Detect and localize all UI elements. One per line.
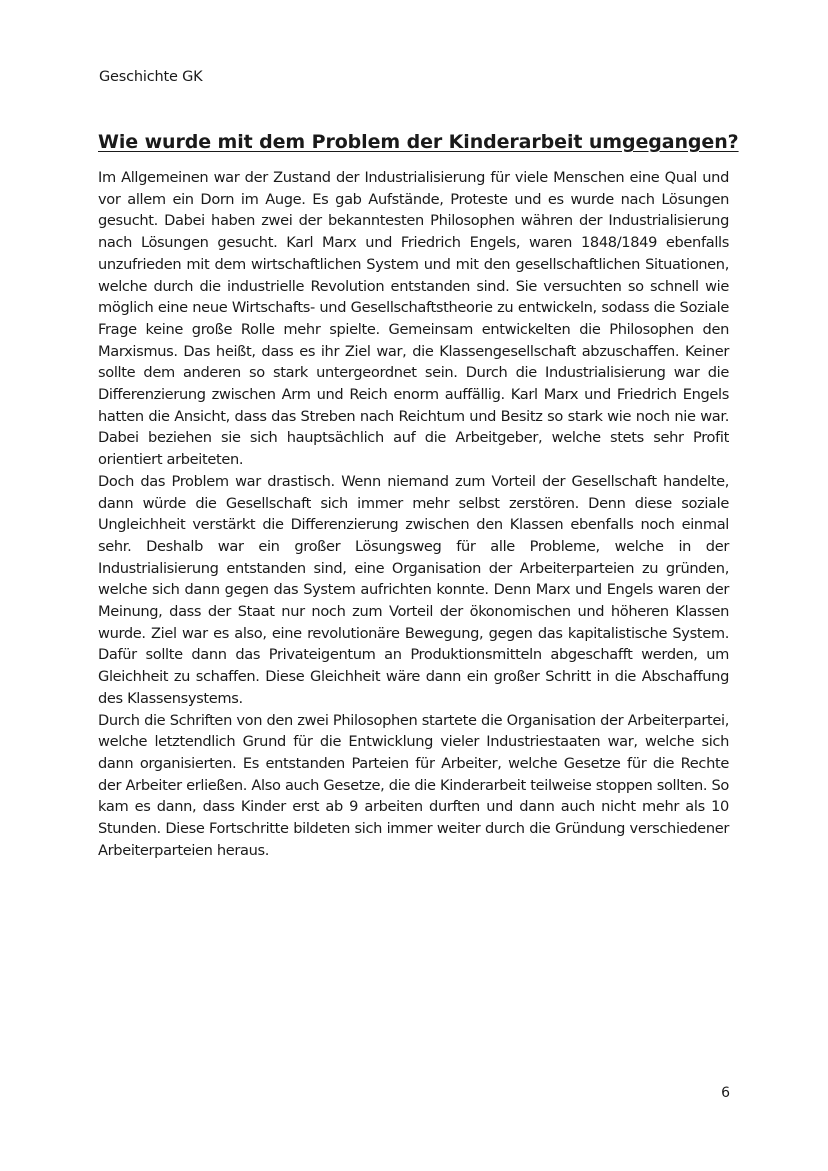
paragraph: Durch die Schriften von den zwei Philosophen startete die Organisation der Arbeiterpartei, welche letztendlich Grund für die Entwicklung vieler Industriestaaten war, welche sich dann organisierten. Es entstanden Parteien für Arbeiter, welche Gesetze für die Rechte der Arbeiter erließen. Also auch Gesetze, die die Kinderarbeit teilweise stoppen sollten. So kam es dann, dass Kinder erst ab 9 arbeiten durften und dann auch nicht mehr als 10 Stunden. Diese Fortschritte bildeten sich immer weiter durch die Gründung verschiedener Arbeiterparteien heraus. <box>98 711 729 859</box>
paragraph: Doch das Problem war drastisch. Wenn niemand zum Vorteil der Gesellschaft handelte, dann würde die Gesellschaft sich immer mehr selbst zerstören. Denn diese soziale Ungleichheit verstärkt die Differenzierung zwischen den Klassen ebenfalls noch einmal sehr. Deshalb war ein großer Lösungsweg für alle Probleme, welche in der Industrialisierung entstanden sind, eine Organisation der Arbeiterparteien zu gründen, welche sich dann gegen das System aufrichten konnte. Denn Marx und Engels waren der Meinung, dass der Staat nur noch zum Vorteil der ökonomischen und höheren Klassen wurde. Ziel war es also, eine revolutionäre Bewegung, gegen das kapitalistische System. Dafür sollte dann das Privateigentum an Produktionsmitteln abgeschafft werden, um Gleichheit zu schaffen. Diese Gleichheit wäre dann ein großer Schritt in die Abschaffung des Klassensystems. <box>98 472 729 707</box>
document-body <box>98 167 729 862</box>
page-title: Wie wurde mit dem Problem der Kinderarbeit umgegangen? <box>98 131 739 153</box>
paragraph: Im Allgemeinen war der Zustand der Industrialisierung für viele Menschen eine Qual und vor allem ein Dorn im Auge. Es gab Aufstände, Proteste und es wurde nach Lösungen gesucht. Dabei haben zwei der bekanntesten Philosophen währen der Industrialisierung nach Lösungen gesucht. Karl Marx und Friedrich Engels, waren 1848/1849 ebenfalls unzufrieden mit dem wirtschaftlichen System und mit den gesellschaftlichen Situationen, welche durch die industrielle Revolution entstanden sind. Sie versuchten so schnell wie möglich eine neue Wirtschafts- und Gesellschaftstheorie zu entwickeln, sodass die Soziale Frage keine große Rolle mehr spielte. Gemeinsam entwickelten die Philosophen den Marxismus. Das heißt, dass es ihr Ziel war, die Klassengesellschaft abzuschaffen. Keiner sollte dem anderen so stark untergeordnet sein. Durch die Industrialisierung war die Differenzierung zwischen Arm und Reich enorm auffällig. Karl Marx und Friedrich Engels hatten die Ansicht, dass das Streben nach Reichtum und Besitz so stark wie noch nie war. Dabei beziehen sie sich hauptsächlich auf die Arbeitgeber, welche stets sehr Profit orientiert arbeiteten. <box>98 169 729 469</box>
course-header: Geschichte GK <box>99 69 203 85</box>
page-number: 6 <box>721 1085 730 1101</box>
